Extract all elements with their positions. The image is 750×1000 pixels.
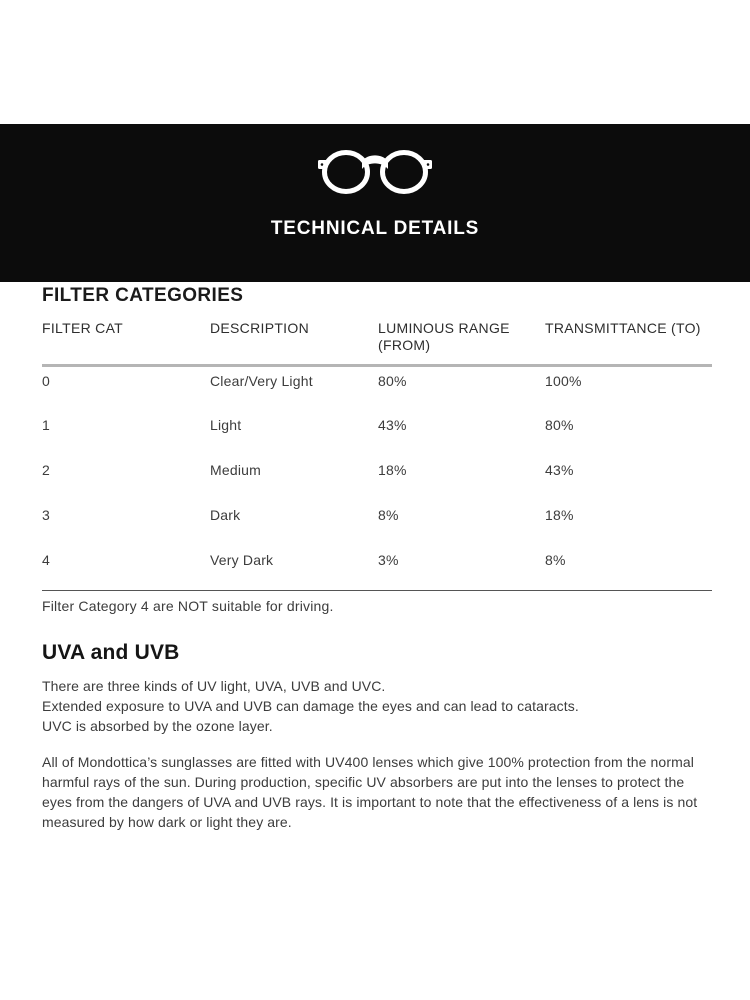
cell-filter-cat: 3 [42,506,50,523]
uva-uvb-heading: UVA and UVB [42,641,180,664]
cell-description: Dark [210,506,241,523]
cell-luminous-from: 43% [378,416,407,433]
filter-categories-table [42,320,712,591]
cell-transmittance-to: 100% [545,373,582,389]
cell-luminous-from: 80% [378,373,407,389]
cell-filter-cat: 2 [42,461,50,478]
table-row [42,501,712,546]
cell-description: Medium [210,461,261,478]
uv-line: There are three kinds of UV light, UVA, UVB and UVC. [42,678,386,694]
filter-table-body [42,366,712,591]
cell-transmittance-to: 8% [545,546,712,591]
cell-transmittance-to: 43% [545,461,574,478]
uv-line: UVC is absorbed by the ozone layer. [42,718,273,734]
table-row [42,366,712,411]
table-header-row [42,320,712,366]
cell-filter-cat: 4 [42,546,210,591]
cell-transmittance-to: 18% [545,506,574,523]
content [42,286,712,832]
uv-intro-lines [42,676,712,736]
uv-paragraph: All of Mondottica’s sunglasses are fitted with UV400 lenses which give 100% protection from the normal harmful rays of the sun. During production, specific UV absorbers are put into the lenses to protect the eyes from the dangers of UVA and UVB rays. It is important to note that the effectiveness of a lens is not measured by how dark or light they are. [42,754,698,830]
filter-categories-heading: FILTER CATEGORIES [42,285,244,306]
cell-description: Clear/Very Light [210,373,313,389]
cell-luminous-from: 18% [378,461,407,478]
cell-description: Light [210,416,242,433]
table-row [42,456,712,501]
col-header-transmittance: TRANSMITTANCE (TO) [545,320,712,366]
cell-transmittance-to: 80% [545,416,574,433]
cell-luminous-from: 8% [378,506,399,523]
table-row [42,546,712,591]
uv-line: Extended exposure to UVA and UVB can damage the eyes and can lead to cataracts. [42,698,579,714]
col-header-description: DESCRIPTION [210,320,378,366]
col-header-luminous-range: LUMINOUS RANGE (FROM) [378,320,545,366]
table-row [42,411,712,456]
banner-title: TECHNICAL DETAILS [270,218,480,239]
cell-filter-cat: 0 [42,373,50,389]
cell-description: Very Dark [210,546,378,591]
glasses-icon [315,148,435,194]
banner [0,124,750,282]
cell-luminous-from: 3% [378,546,545,591]
driving-note: Filter Category 4 are NOT suitable for driving. [42,598,334,614]
cell-filter-cat: 1 [42,416,50,433]
col-header-filter-cat: FILTER CAT [42,320,210,366]
